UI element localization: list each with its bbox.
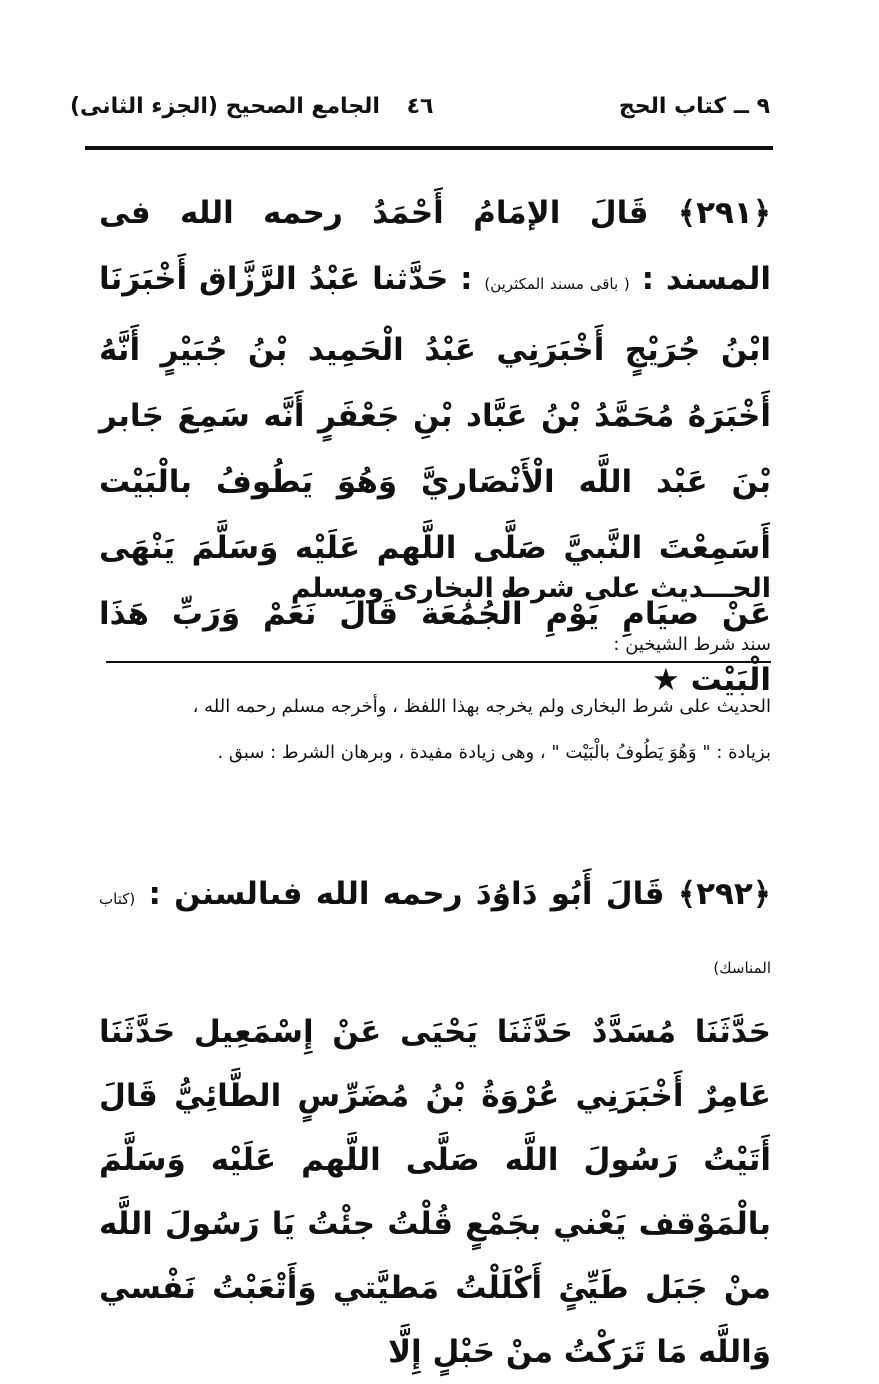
hadith-intro: قَالَ أَبُو دَاوُدَ رحمه الله فىالسنن :	[148, 876, 665, 912]
page-number: ٤٦	[406, 94, 434, 119]
hadith-text: : حَدَّثنا عَبْدُ الرَّزَّاق أَخْبَرَنَا ابْنُ جُرَيْجٍ أَخْبَرَنِي عَبْدُ الْحَمِيد بْنُ جُبَيْرٍ أَنَّهُ أَخْبَرَهُ مُحَمَّدُ بْنُ عَبَّاد بْنِ جَعْفَرٍ أَنَّه سَمِعَ جَابر بْنَ عَبْد اللَّه الْأَنْصَاريَّ وَهُوَ يَطُوفُ بالْبَيْت أَسَمِعْتَ النَّبيَّ صَلَّى اللَّهم عَلَيْه وَسَلَّمَ يَنْهَى عَنْ صيَامِ يَوْمِ الْجُمُعَة قَالَ نَعَمْ وَرَبِّ هَذَا الْبَيْت ★	[99, 261, 771, 698]
hadith-number: ﴿٢٩٢﴾	[677, 876, 771, 912]
sanad-heading: سند شرط الشيخين :	[106, 634, 771, 663]
verdict: الحـــديث على شرط البخارى ومسلم	[290, 573, 771, 604]
source-note: ( باقى مسند المكثرين)	[484, 275, 630, 293]
running-header	[70, 88, 770, 128]
source-note: (كتاب المناسك)	[99, 890, 771, 977]
book-title: الجامع الصحيح (الجزء الثانى)	[70, 94, 380, 119]
hadith-intro: قَالَ الإمَامُ أَحْمَدُ رحمه الله فى المسند :	[99, 195, 771, 297]
commentary-line: بزيادة : " وَهُوَ يَطُوفُ بالْبَيْت " ، وهى زيادة مفيدة ، وبرهان الشرط : سبق .	[217, 742, 771, 763]
chapter-title: ٩ ــ كتاب الحج	[618, 94, 770, 119]
commentary-line: الحديث على شرط البخارى ولم يخرجه بهذا اللفظ ، وأخرجه مسلم رحمه الله ،	[192, 696, 771, 717]
hadith-292	[99, 862, 771, 1384]
hadith-text: حَدَّثَنَا مُسَدَّدٌ حَدَّثَنَا يَحْيَى عَنْ إِسْمَعِيل حَدَّثَنَا عَامِرٌ أَخْبَرَنِي عُرْوَةُ بْنُ مُضَرِّسٍ الطَّائِيُّ قَالَ أَتَيْتُ رَسُولَ اللَّه صَلَّى اللَّهم عَلَيْه وَسَلَّمَ بالْمَوْقف يَعْني بجَمْعٍ قُلْتُ جئْتُ يَا رَسُولَ اللَّه منْ جَبَل طَيِّئٍ أَكْلَلْتُ مَطيَّتي وَأَتْعَبْتُ نَفْسي وَاللَّه مَا تَرَكْتُ منْ حَبْلٍ إِلَّا	[99, 1014, 771, 1370]
commentary	[106, 684, 771, 776]
header-rule	[85, 146, 773, 150]
hadith-number: ﴿٢٩١﴾	[677, 195, 772, 231]
